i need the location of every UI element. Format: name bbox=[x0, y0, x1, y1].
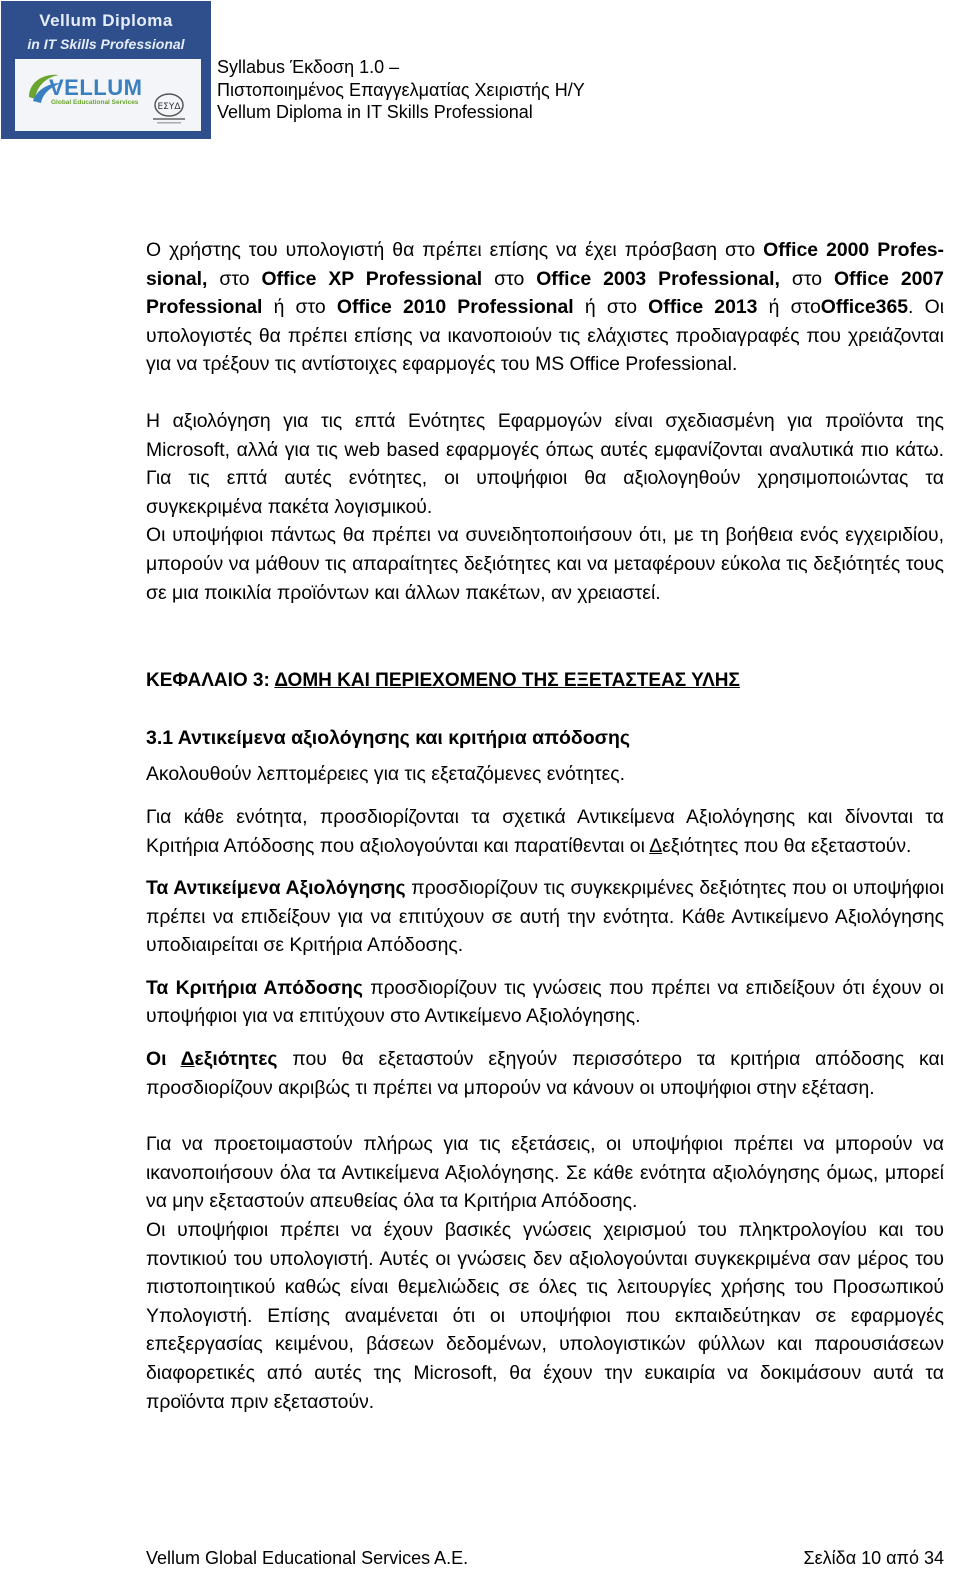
text-run: που θα εξεταστούν εξηγούν περισσότερο τα κριτήρια απόδοσης και προσδιορίζουν ακριβώς τι πρέπει να μπορούν να κάνουν οι υποψήφιοι στην εξέταση. bbox=[146, 1048, 944, 1099]
text-run: ή στο bbox=[757, 296, 821, 319]
bold-run: Office 2010 Professional bbox=[336, 296, 574, 319]
text-run: ή στο bbox=[573, 296, 649, 319]
logo-brand-panel bbox=[15, 59, 201, 131]
text-run: στο bbox=[207, 267, 262, 290]
document-body bbox=[146, 236, 944, 1416]
logo-title: Vellum Diploma bbox=[39, 11, 173, 30]
esyd-seal-icon bbox=[147, 91, 191, 125]
bold-run: Office 2007 Professional bbox=[146, 267, 944, 319]
paragraph-office-versions bbox=[146, 236, 944, 379]
vellum-diploma-logo bbox=[1, 1, 211, 139]
footer-page-number: Σελίδα 10 από 34 bbox=[803, 1548, 944, 1568]
paragraph-assessment-objects bbox=[146, 874, 944, 960]
paragraph-each-module bbox=[146, 803, 944, 860]
header-line-syllabus: Syllabus Έκδοση 1.0 – bbox=[217, 57, 400, 77]
bold-underlined-run: Δ bbox=[180, 1048, 195, 1071]
paragraph-basic-knowledge: Οι υποψήφιοι πρέπει να έχουν βασικές γνώσεις χειρισμού του πληκτρολογίου και του ποντικιού του υπολογιστή. Αυτές οι γνώσεις δεν αξιολογούνται συγκεκριμένα σαν μέρος του πιστοποιητικού καθώς είναι θεμελιώδεις σε όλες τις λειτουργίες χρήσης του Προσωπικού Υπολογιστή. Επίσης αναμένεται ότι οι υποψήφιοι που εκπαιδεύτηκαν σε εφαρμογές επεξεργασίας κειμένου, βάσεων δεδομένων, υπολογιστικών φύλλων και παρουσιάσεων διαφορετικές από αυτές της Microsoft, θα έχουν την ευκαιρία να δοκιμάσουν αυτά τα προϊόντα πριν εξεταστούν. bbox=[146, 1219, 944, 1413]
bold-run: Office 2013 bbox=[648, 296, 758, 319]
bold-run: Τα Αντικείμενα Αξιολόγησης bbox=[146, 877, 406, 900]
document-header bbox=[217, 56, 585, 124]
bold-run: Office 2000 Profes- sional, bbox=[146, 239, 945, 290]
text-run: προσδιορίζουν τις γνώσεις που πρέπει να επιδείξουν ότι έχουν οι υποψήφιοι για να επιτύχουν στο Αντικείμενο Αξιολόγησης. bbox=[146, 976, 944, 1028]
paragraph-assessment-microsoft: Η αξιολόγηση για τις επτά Ενότητες Εφαρμογών είναι σχεδιασμένη για προϊόντα της Microsoft, αλλά για τις web based εφαρμογές όπως αυτές εμφανίζονται αναλυτικά πιο κάτω. Για τις επτά αυτές ενότητες, οι υποψήφιοι θα αξιολογηθούν χρησιμοποιώντας τα συγκεκριμένα πακέτα λογισμικού. bbox=[146, 409, 944, 518]
underlined-run: Δ bbox=[649, 834, 663, 857]
logo-brand-tagline: Global Educational Services bbox=[51, 99, 139, 106]
chapter-number: ΚΕΦΑΛΑΙΟ 3: bbox=[146, 670, 275, 692]
header-line-title-gr: Πιστοποιημένος Επαγγελματίας Χειριστής Η/Υ bbox=[217, 79, 585, 100]
logo-brand-name: VELLUM bbox=[49, 75, 143, 100]
seal-text: ΕΣΥΔ bbox=[157, 102, 181, 112]
footer-company: Vellum Global Educational Services A.E. bbox=[146, 1548, 469, 1568]
text-run: στο bbox=[779, 267, 834, 290]
bold-run: εξιότητες bbox=[194, 1048, 278, 1071]
bold-run: Τα Κριτήρια Απόδοσης bbox=[146, 976, 363, 999]
text-run: στο bbox=[482, 267, 537, 290]
logo-subtitle: in IT Skills Professional bbox=[27, 36, 185, 52]
text-run: προσδιορίζουν τις συγκεκριμένες δεξιότητες που οι υποψήφιοι πρέπει να επιδείξουν για να επιτύχουν σε αυτή την ενότητα. Κάθε Αντικείμενο Αξιολόγησης υποδιαιρείται σε Κριτήρια Απόδοσης. bbox=[146, 877, 944, 957]
bold-run: Office365 bbox=[820, 296, 909, 319]
paragraph-intro: Ακολουθούν λεπτομέρειες για τις εξεταζόμενες ενότητες. bbox=[146, 763, 626, 786]
text-run: Ο χρήστης του υπολογιστή θα πρέπει επίσης να έχει πρόσβαση στο bbox=[146, 239, 764, 261]
text-run: . Οι υπολογιστές θα πρέπει επίσης να ικανοποιούν τις ελάχιστες προδιαγραφές που χρειάζονται για να τρέξουν τις αντίστοιχες εφαρμογές του MS Office Professional. bbox=[146, 296, 945, 376]
bold-run: Οι bbox=[146, 1048, 181, 1071]
text-run: ή στο bbox=[262, 296, 337, 319]
paragraph-performance-criteria bbox=[146, 974, 944, 1031]
bold-run: Office XP Professional bbox=[261, 267, 483, 290]
bold-run: Office 2003 Professional, bbox=[536, 267, 780, 290]
chapter-title: ΔΟΜΗ ΚΑΙ ΠΕΡΙΕΧΟΜΕΝΟ ΤΗΣ ΕΞΕΤΑΣΤΕΑΣ ΥΛΗΣ bbox=[274, 670, 740, 692]
text-run: εξιότητες που θα εξεταστούν. bbox=[662, 834, 912, 857]
section-heading: 3.1 Αντικείμενα αξιολόγησης και κριτήρια απόδοσης bbox=[146, 726, 631, 749]
document-footer bbox=[146, 1545, 944, 1571]
chapter-heading bbox=[146, 667, 944, 696]
text-run: Για κάθε ενότητα, προσδιορίζονται τα σχετικά Αντικείμενα Αξιολόγησης και δίνονται τα Κριτήρια Απόδοσης που αξιολογούνται και παρατίθενται οι bbox=[146, 805, 944, 857]
paragraph-preparation: Για να προετοιμαστούν πλήρως για τις εξετάσεις, οι υποψήφιοι πρέπει να μπορούν να ικανοποιήσουν όλα τα Αντικείμενα Αξιολόγησης. Σε κάθε ενότητα αξιολόγησης όμως, μπορεί να μην εξεταστούν απευθείας όλα τα Κριτήρια Απόδοσης. bbox=[146, 1133, 944, 1213]
paragraph-skills bbox=[146, 1045, 944, 1102]
header-line-title-en: Vellum Diploma in IT Skills Professional bbox=[217, 102, 533, 122]
paragraph-transfer-skills: Οι υποψήφιοι πάντως θα πρέπει να συνειδητοποιήσουν ότι, με τη βοήθεια ενός εγχειριδίου, μπορούν να μάθουν τις απαραίτητες δεξιότητες και να μεταφέρουν εύκολα τις δεξιότητές τους σε μια ποικιλία προϊόντων και άλλων πακέτων, αν χρειαστεί. bbox=[146, 524, 944, 604]
